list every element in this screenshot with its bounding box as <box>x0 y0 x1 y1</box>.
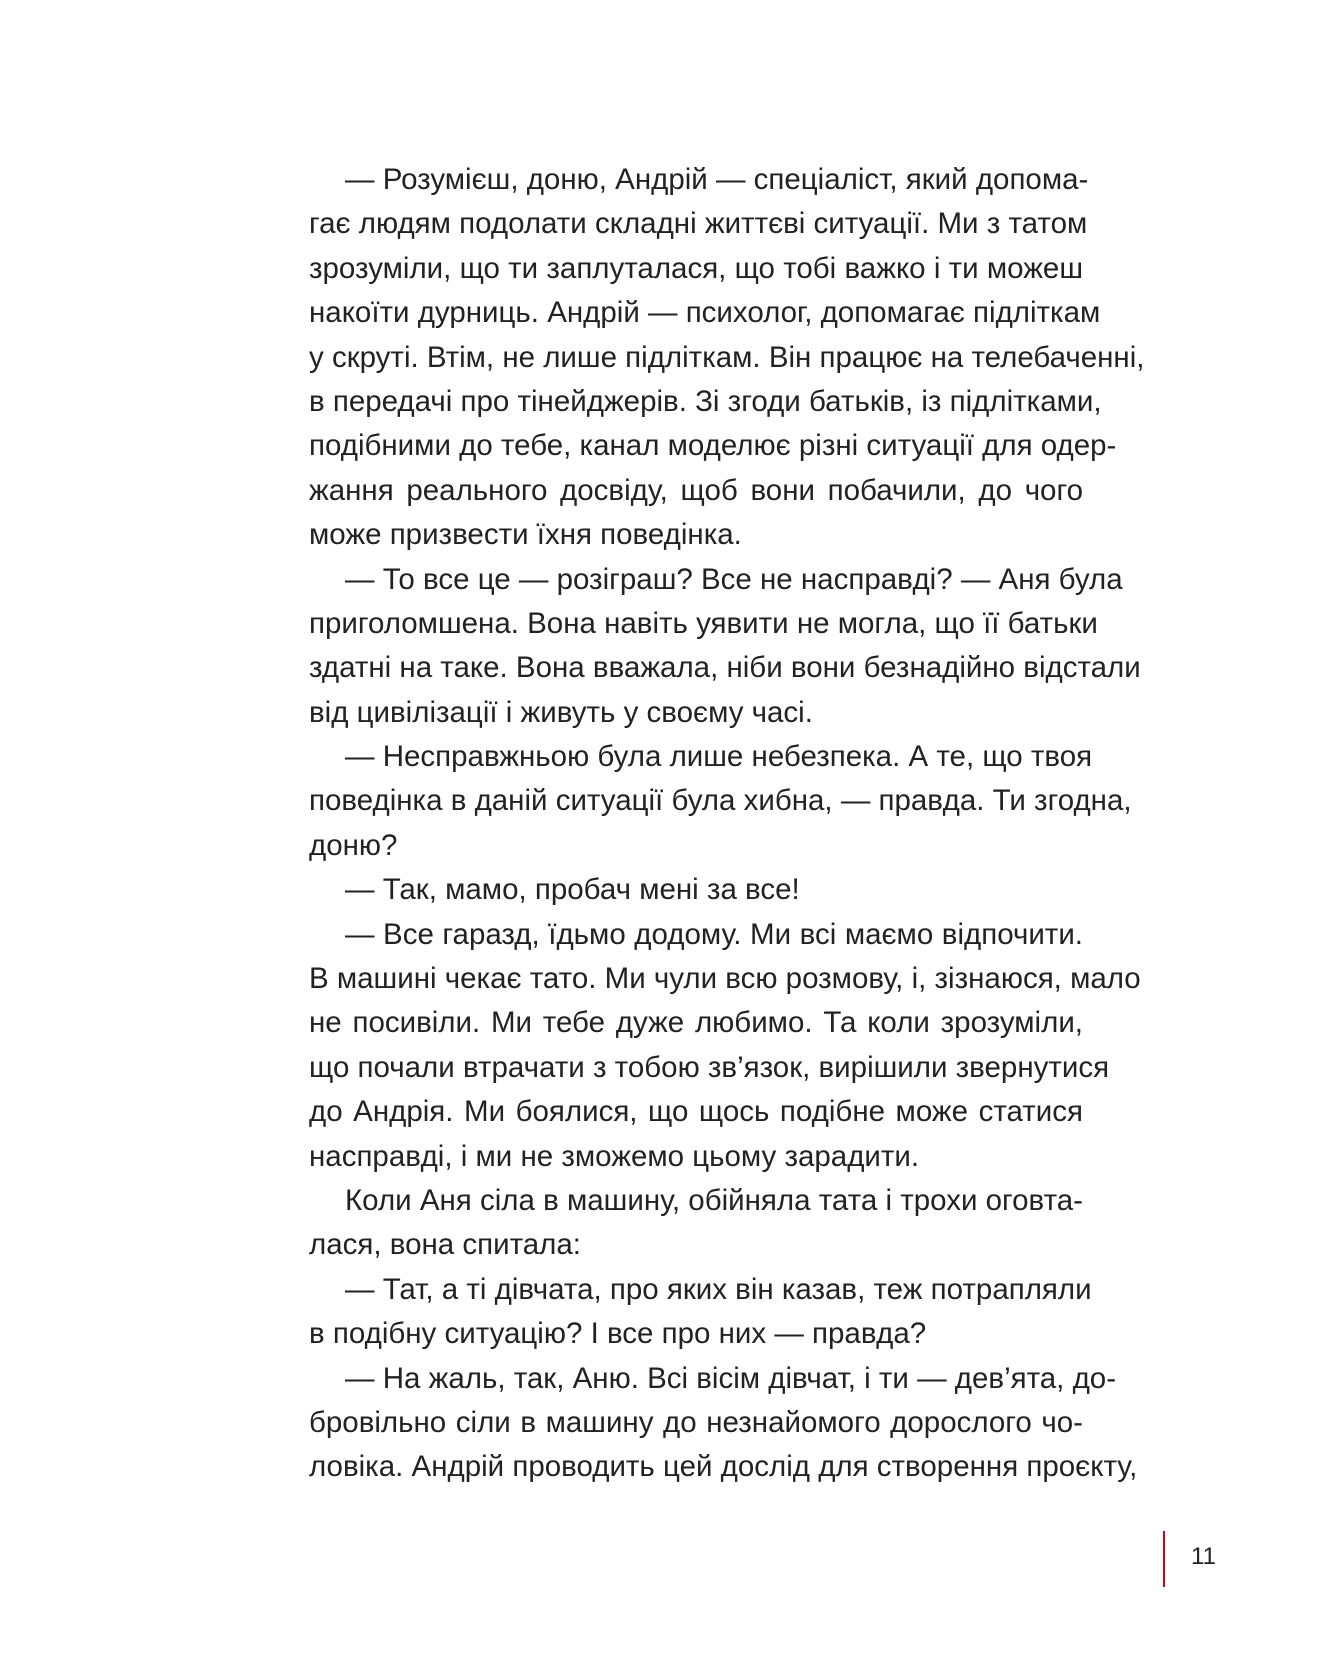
text-line: що почали втрачати з тобою зв’язок, вирішили звернутися <box>309 1050 1110 1084</box>
page-number-marker <box>1163 1531 1165 1587</box>
text-line: — Все гаразд, їдьмо додому. Ми всі маємо відпочити. <box>345 917 1083 951</box>
text-line: — Несправжньою була лише небезпека. А те, що твоя <box>345 740 1093 774</box>
text-line: зрозуміли, що ти заплуталася, що тобі важко і ти можеш <box>309 251 1083 285</box>
text-line: доню? <box>309 828 398 862</box>
text-line: в передачі про тінейджерів. Зі згоди батьків, із підлітками, <box>309 384 1102 418</box>
text-line: — Розумієш, доню, Андрій — спеціаліст, який допома- <box>345 163 1089 196</box>
text-line: приголомшена. Вона навіть уявити не могла, що її батьки <box>309 606 1098 640</box>
text-line: від цивілізації і живуть у своєму часі. <box>309 695 813 729</box>
text-line: бровільно сіли в машину до незнайомого дорослого чо- <box>309 1405 1083 1439</box>
text-line: накоїти дурниць. Андрій — психолог, допомагає підліткам <box>309 296 1101 330</box>
text-line: — На жаль, так, Аню. Всі вісім дівчат, і ти — дев’ята, до- <box>345 1361 1117 1395</box>
text-line: у скруті. Втім, не лише підліткам. Він працює на телебаченні, <box>309 340 1145 374</box>
text-line: — Так, мамо, пробач мені за все! <box>345 873 800 907</box>
text-line: лася, вона спитала: <box>309 1228 581 1262</box>
text-line: — То все це — розіграш? Все не насправді? — Аня була <box>345 562 1123 596</box>
text-line: в подібну ситуацію? І все про них — правда? <box>309 1317 927 1351</box>
text-line: Коли Аня сіла в машину, обійняла тата і трохи оговта- <box>345 1183 1083 1217</box>
text-line: гає людям подолати складні життєві ситуації. Ми з татом <box>309 207 1088 241</box>
text-line: ловіка. Андрій проводить цей дослід для створення проєкту, <box>309 1450 1138 1484</box>
page-number: 11 <box>1191 1543 1216 1570</box>
body-text <box>309 158 1145 1490</box>
text-line: може призвести їхня поведінка. <box>309 518 742 552</box>
text-line: не посивіли. Ми тебе дуже любимо. Та коли зрозуміли, <box>309 1006 1083 1040</box>
text-line: до Андрія. Ми боялися, що щось подібне може статися <box>309 1095 1083 1129</box>
text-line: насправді, і ми не зможемо цьому зарадити. <box>309 1139 920 1173</box>
text-line: В машині чекає тато. Ми чули всю розмову, і, зізнаюся, мало <box>309 962 1141 996</box>
text-line: здатні на таке. Вона вважала, ніби вони безнадійно відстали <box>309 651 1141 685</box>
text-line: — Тат, а ті дівчата, про яких він казав, теж потрапляли <box>345 1272 1092 1306</box>
text-line: жання реального досвіду, щоб вони побачили, до чого <box>309 473 1083 507</box>
text-line: поведінка в даній ситуації була хибна, — правда. Ти згодна, <box>309 784 1132 818</box>
text-line: подібними до тебе, канал моделює різні ситуації для одер- <box>309 429 1117 463</box>
